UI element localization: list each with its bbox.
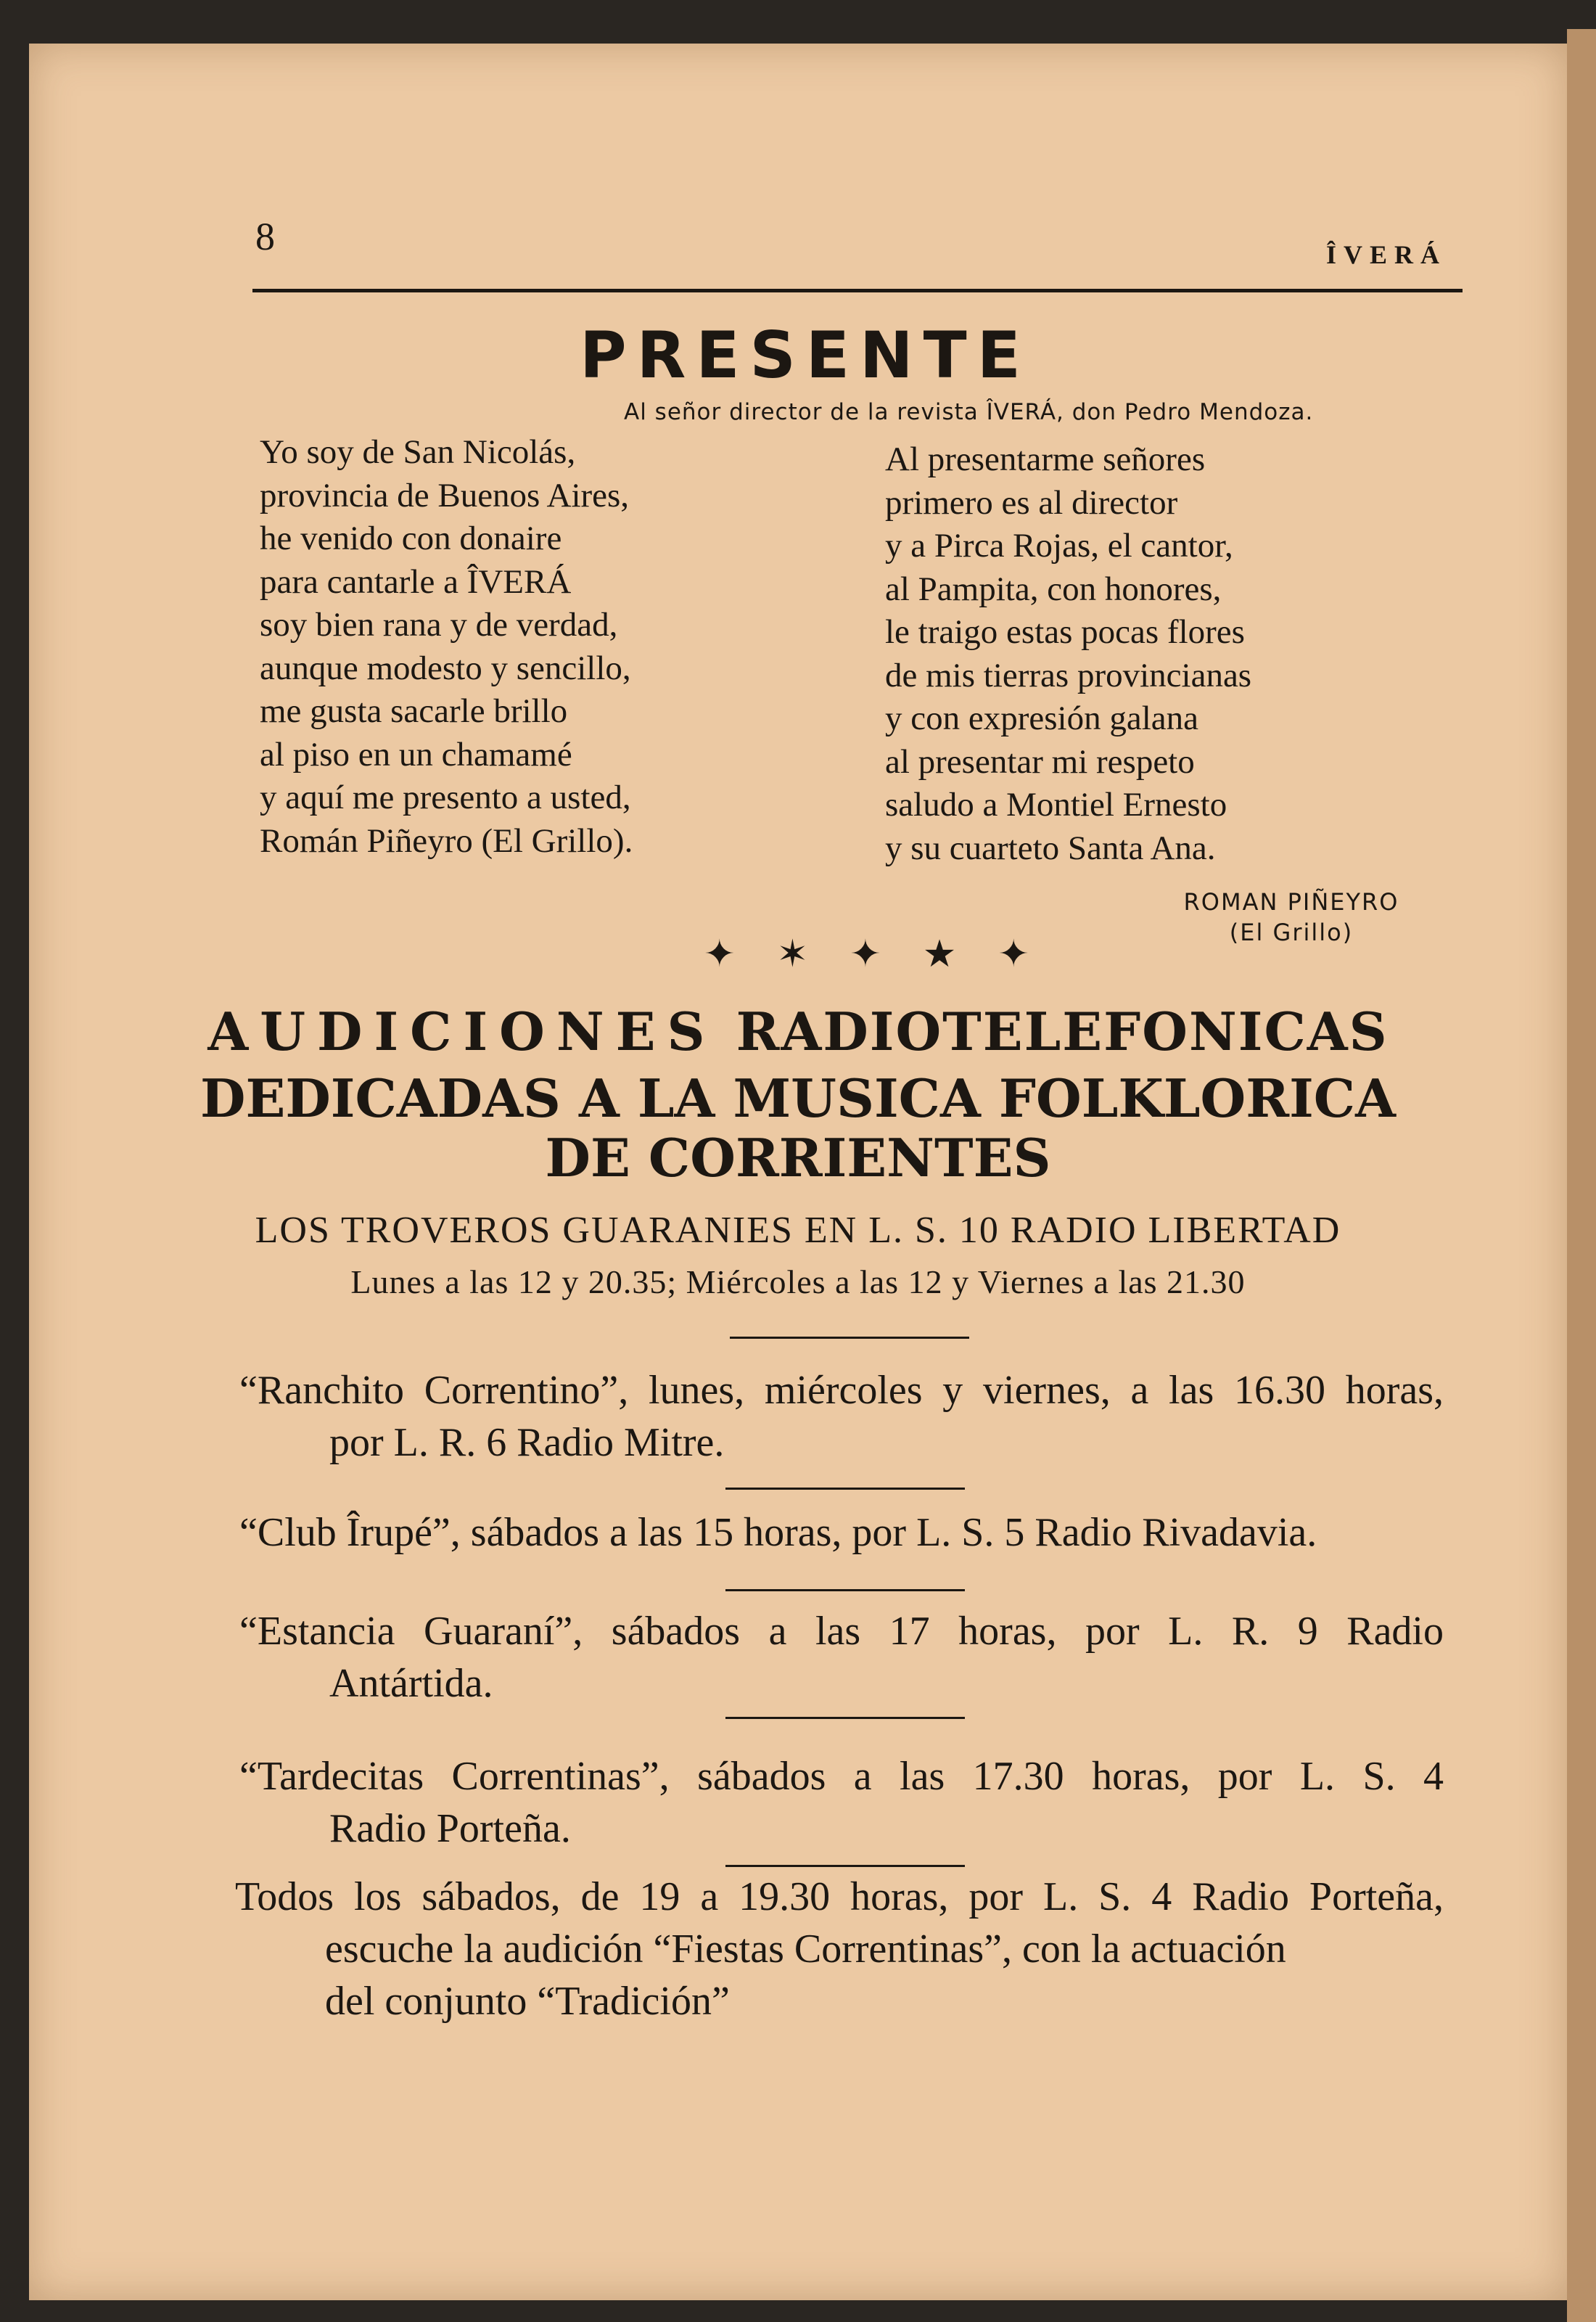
running-title: ÎVERÁ <box>1326 240 1447 269</box>
radio-listing <box>235 1871 1444 2027</box>
listing-line: “Tardecitas Correntinas”, sábados a las 17.30 horas, por L. S. 4 <box>239 1754 1444 1799</box>
poem-line: aunque modesto y sencillo, <box>260 649 631 687</box>
signature-alias: (El Grillo) <box>1229 919 1354 946</box>
poem-line: para cantarle a ÎVERÁ <box>260 562 572 601</box>
separator-rule <box>725 1589 965 1591</box>
radio-listing <box>239 1605 1444 1710</box>
audiciones-heading-line1 <box>0 1001 1596 1062</box>
listing-line: “Estancia Guaraní”, sábados a las 17 horas, por L. R. 9 Radio <box>239 1609 1444 1654</box>
poem-line: he venido con donaire <box>260 520 562 557</box>
troveros-schedule: Lunes a las 12 y 20.35; Miércoles a las 12 y Viernes a las 21.30 <box>350 1263 1246 1300</box>
listing-line: del conjunto “Tradición” <box>325 1979 730 2024</box>
poem-line: al Pampita, con honores, <box>885 570 1222 608</box>
separator-rule <box>725 1717 965 1719</box>
poem-line: de mis tierras provincianas <box>885 656 1252 694</box>
poem-line: provincia de Buenos Aires, <box>260 476 630 514</box>
listing-line: Antártida. <box>329 1661 493 1706</box>
poem-line: Yo soy de San Nicolás, <box>260 433 576 471</box>
poem-line: y a Pirca Rojas, el cantor, <box>885 527 1233 565</box>
poem-line: al piso en un chamamé <box>260 735 572 774</box>
poem-line: Al presentarme señores <box>885 440 1206 478</box>
separator-rule <box>725 1488 965 1490</box>
poem-line: me gusta sacarle brillo <box>260 692 568 730</box>
heading-word: AUDICIONES <box>207 1001 717 1062</box>
poem-line: y aquí me presento a usted, <box>260 779 631 816</box>
poem-line: y con expresión galana <box>885 700 1198 737</box>
signature-name: ROMAN PIÑEYRO <box>1183 888 1399 916</box>
header-rule <box>252 289 1463 292</box>
poem-line: soy bien rana y de verdad, <box>260 606 618 644</box>
separator-rule <box>725 1865 965 1867</box>
audiciones-heading-line3: DE CORRIENTES <box>545 1127 1051 1189</box>
poem-right-stanza <box>885 438 1251 870</box>
presente-title: PRESENTE <box>580 318 1031 393</box>
listing-line: Radio Porteña. <box>329 1806 571 1851</box>
radio-listing <box>239 1364 1444 1469</box>
poem-line: primero es al director <box>885 483 1178 522</box>
listing-line: “Club Îrupé”, sábados a las 15 horas, por L. S. 5 Radio Rivadavia. <box>239 1510 1317 1555</box>
listing-line: “Ranchito Correntino”, lunes, miércoles y viernes, a las 16.30 horas, <box>239 1368 1444 1413</box>
radio-listing <box>239 1750 1444 1855</box>
poem-line: le traigo estas pocas flores <box>885 613 1245 651</box>
dedication-line: Al señor director de la revista ÎVERÁ, don Pedro Mendoza. <box>624 399 1314 425</box>
scan-border-top <box>0 0 1596 44</box>
poem-left-stanza <box>260 431 633 863</box>
separator-rule <box>730 1337 969 1339</box>
poem-line: al presentar mi respeto <box>885 742 1195 781</box>
listing-line: por L. R. 6 Radio Mitre. <box>329 1420 725 1465</box>
star-ornament: ✦ ✶ ✦ ★ ✦ <box>704 934 1045 975</box>
heading-word: RADIOTELEFONICAS <box>736 1001 1389 1062</box>
page-number: 8 <box>255 215 275 258</box>
listing-line: Todos los sábados, de 19 a 19.30 horas, por L. S. 4 Radio Porteña, <box>235 1874 1444 1919</box>
radio-listing <box>239 1506 1444 1559</box>
poem-line: Román Piñeyro (El Grillo). <box>260 821 633 860</box>
troveros-line: LOS TROVEROS GUARANIES EN L. S. 10 RADIO LIBERTAD <box>255 1210 1341 1251</box>
audiciones-heading-line2: DEDICADAS A LA MUSICA FOLKLORICA <box>200 1067 1396 1129</box>
poem-line: y su cuarteto Santa Ana. <box>885 829 1216 867</box>
listing-line: escuche la audición “Fiestas Correntinas”, con la actuación <box>325 1927 1286 1972</box>
poem-line: saludo a Montiel Ernesto <box>885 786 1227 824</box>
